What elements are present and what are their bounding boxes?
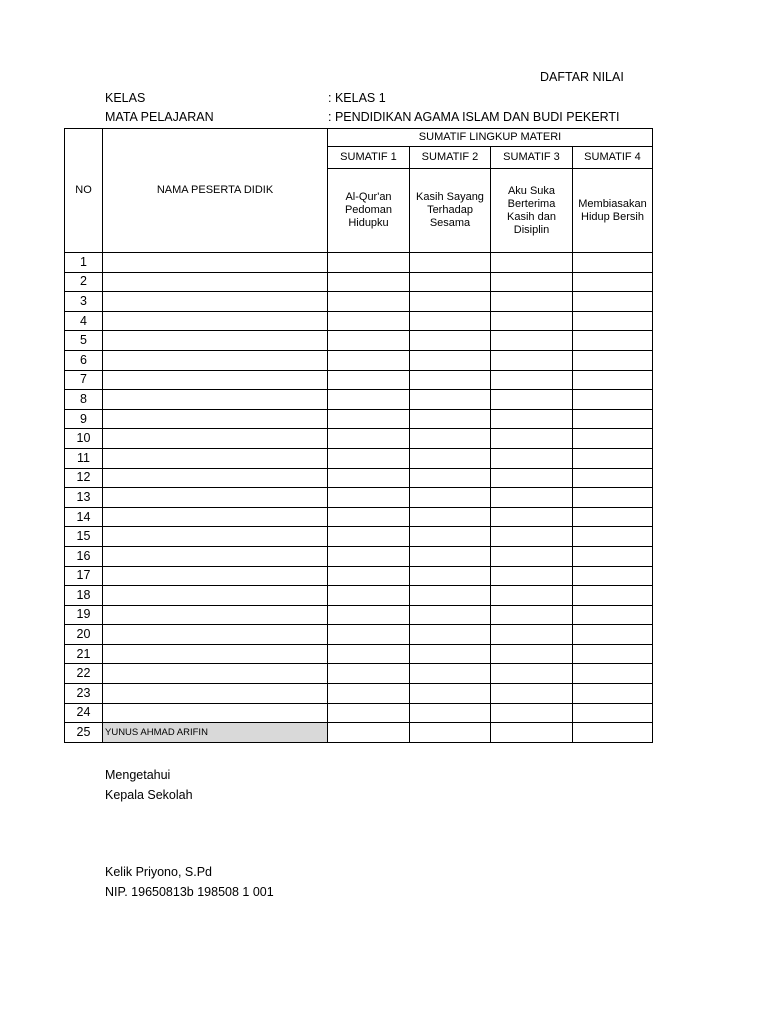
sumatif-3-score-cell[interactable] (491, 586, 573, 606)
student-name-cell[interactable] (103, 488, 328, 508)
sumatif-3-score-cell[interactable] (491, 566, 573, 586)
sumatif-1-score-cell[interactable] (328, 272, 410, 292)
sumatif-1-score-cell[interactable] (328, 253, 410, 273)
sumatif-1-score-cell[interactable] (328, 390, 410, 410)
sumatif-2-score-cell[interactable] (410, 292, 491, 312)
table-row (65, 507, 653, 527)
sumatif-2-score-cell[interactable] (410, 723, 491, 743)
row-number: 25 (65, 723, 103, 743)
sumatif-2-score-cell[interactable] (410, 664, 491, 684)
student-name-cell[interactable] (103, 566, 328, 586)
mata-pelajaran-value: : PENDIDIKAN AGAMA ISLAM DAN BUDI PEKERTI (328, 110, 620, 124)
sumatif-1-score-cell[interactable] (328, 546, 410, 566)
sumatif-2-score-cell[interactable] (410, 507, 491, 527)
table-row (65, 723, 653, 743)
sumatif-3-score-cell[interactable] (491, 507, 573, 527)
student-name-cell[interactable] (103, 468, 328, 488)
sumatif-3-score-cell[interactable] (491, 605, 573, 625)
table-row (65, 488, 653, 508)
sumatif-3-score-cell[interactable] (491, 370, 573, 390)
topic-line: Membiasakan (578, 197, 647, 210)
sumatif-1-score-cell[interactable] (328, 644, 410, 664)
sumatif-1-score-cell[interactable] (328, 429, 410, 449)
row-number: 12 (65, 468, 103, 488)
table-row (65, 527, 653, 547)
sumatif-1-score-cell[interactable] (328, 703, 410, 723)
sumatif-4-score-cell[interactable] (573, 605, 653, 625)
sumatif-3-score-cell[interactable] (491, 448, 573, 468)
row-number: 1 (65, 253, 103, 273)
sumatif-4-score-cell[interactable] (573, 429, 653, 449)
row-number: 8 (65, 390, 103, 410)
student-name-cell[interactable] (103, 370, 328, 390)
sumatif-3-score-cell[interactable] (491, 311, 573, 331)
student-name-cell[interactable] (103, 390, 328, 410)
sumatif-3-score-cell[interactable] (491, 272, 573, 292)
sumatif-2-score-cell[interactable] (410, 331, 491, 351)
sumatif-3-score-cell[interactable] (491, 409, 573, 429)
table-row (65, 311, 653, 331)
topic-line: Berterima (507, 197, 556, 210)
student-name-cell[interactable] (103, 350, 328, 370)
sumatif-2-score-cell[interactable] (410, 429, 491, 449)
row-number: 7 (65, 370, 103, 390)
student-name-cell[interactable] (103, 507, 328, 527)
sumatif-3-score-cell[interactable] (491, 664, 573, 684)
sumatif-4-score-cell[interactable] (573, 350, 653, 370)
sumatif-4-score-cell[interactable] (573, 723, 653, 743)
sumatif-1-score-cell[interactable] (328, 448, 410, 468)
sumatif-4-topic (573, 169, 653, 253)
row-number: 16 (65, 546, 103, 566)
row-number: 13 (65, 488, 103, 508)
sumatif-1-header: SUMATIF 1 (328, 147, 410, 169)
sumatif-4-score-cell[interactable] (573, 625, 653, 645)
table-row (65, 409, 653, 429)
student-name-cell[interactable] (103, 272, 328, 292)
sumatif-1-score-cell[interactable] (328, 468, 410, 488)
sumatif-2-score-cell[interactable] (410, 586, 491, 606)
sumatif-2-topic (410, 169, 491, 253)
row-number: 19 (65, 605, 103, 625)
sumatif-4-score-cell[interactable] (573, 684, 653, 704)
student-name-cell[interactable] (103, 409, 328, 429)
sumatif-2-score-cell[interactable] (410, 311, 491, 331)
signature-role: Kepala Sekolah (105, 788, 193, 802)
header-row-group (65, 129, 653, 147)
sumatif-4-score-cell[interactable] (573, 409, 653, 429)
sumatif-4-score-cell[interactable] (573, 586, 653, 606)
topic-line: Terhadap (427, 204, 473, 216)
sumatif-3-score-cell[interactable] (491, 703, 573, 723)
sumatif-3-score-cell[interactable] (491, 723, 573, 743)
student-name-cell[interactable] (103, 527, 328, 547)
sumatif-1-topic (328, 169, 410, 253)
sumatif-1-score-cell[interactable] (328, 586, 410, 606)
sumatif-3-score-cell[interactable] (491, 546, 573, 566)
sumatif-3-score-cell[interactable] (491, 527, 573, 547)
sumatif-2-score-cell[interactable] (410, 272, 491, 292)
student-name-cell[interactable] (103, 311, 328, 331)
sumatif-4-score-cell[interactable] (573, 253, 653, 273)
sumatif-4-score-cell[interactable] (573, 488, 653, 508)
sumatif-3-score-cell[interactable] (491, 625, 573, 645)
sumatif-1-score-cell[interactable] (328, 566, 410, 586)
sumatif-4-score-cell[interactable] (573, 468, 653, 488)
sumatif-2-score-cell[interactable] (410, 350, 491, 370)
sumatif-2-score-cell[interactable] (410, 409, 491, 429)
sumatif-4-score-cell[interactable] (573, 292, 653, 312)
sumatif-3-score-cell[interactable] (491, 331, 573, 351)
sumatif-2-score-cell[interactable] (410, 605, 491, 625)
student-name-cell[interactable] (103, 684, 328, 704)
sumatif-3-score-cell[interactable] (491, 390, 573, 410)
sumatif-2-score-cell[interactable] (410, 253, 491, 273)
row-number: 18 (65, 586, 103, 606)
table-row (65, 448, 653, 468)
table-row (65, 370, 653, 390)
sumatif-group-header: SUMATIF LINGKUP MATERI (328, 129, 653, 147)
row-number: 15 (65, 527, 103, 547)
sumatif-4-score-cell[interactable] (573, 370, 653, 390)
row-number: 24 (65, 703, 103, 723)
table-row (65, 429, 653, 449)
sumatif-3-score-cell[interactable] (491, 488, 573, 508)
sumatif-1-score-cell[interactable] (328, 409, 410, 429)
mata-pelajaran-label: MATA PELAJARAN (105, 110, 214, 124)
table-row (65, 292, 653, 312)
row-number: 22 (65, 664, 103, 684)
row-number: 23 (65, 684, 103, 704)
student-name-cell[interactable] (103, 292, 328, 312)
student-name-cell[interactable] (103, 331, 328, 351)
student-name-cell[interactable] (103, 546, 328, 566)
sumatif-1-score-cell[interactable] (328, 488, 410, 508)
table-row (65, 253, 653, 273)
sumatif-1-score-cell[interactable] (328, 292, 410, 312)
sumatif-1-score-cell[interactable] (328, 527, 410, 547)
table-row (65, 390, 653, 410)
sumatif-2-score-cell[interactable] (410, 468, 491, 488)
sumatif-2-score-cell[interactable] (410, 488, 491, 508)
student-name-cell[interactable] (103, 448, 328, 468)
sumatif-1-score-cell[interactable] (328, 331, 410, 351)
sumatif-4-score-cell[interactable] (573, 703, 653, 723)
table-row (65, 331, 653, 351)
row-number: 14 (65, 507, 103, 527)
student-name-cell[interactable] (103, 253, 328, 273)
student-name-cell[interactable] (103, 703, 328, 723)
sumatif-2-header: SUMATIF 2 (410, 147, 491, 169)
topic-line: Sesama (429, 217, 471, 229)
topic-line: Aku Suka (507, 184, 556, 197)
topic-line: Hidupku (348, 217, 389, 229)
sumatif-2-score-cell[interactable] (410, 370, 491, 390)
sumatif-2-score-cell[interactable] (410, 448, 491, 468)
student-name-cell[interactable] (103, 664, 328, 684)
kelas-value: : KELAS 1 (328, 91, 386, 105)
sumatif-1-score-cell[interactable] (328, 370, 410, 390)
table-row (65, 546, 653, 566)
student-name-cell[interactable] (103, 605, 328, 625)
topic-line: Kasih Sayang (416, 191, 484, 203)
row-number: 4 (65, 311, 103, 331)
row-number: 2 (65, 272, 103, 292)
sumatif-2-score-cell[interactable] (410, 566, 491, 586)
kelas-label: KELAS (105, 91, 146, 105)
row-number: 17 (65, 566, 103, 586)
signature-mengetahui: Mengetahui (105, 768, 171, 782)
no-column-header: NO (65, 129, 103, 253)
sumatif-4-score-cell[interactable] (573, 566, 653, 586)
sumatif-4-score-cell[interactable] (573, 644, 653, 664)
sumatif-4-score-cell[interactable] (573, 546, 653, 566)
sumatif-3-header: SUMATIF 3 (491, 147, 573, 169)
sumatif-4-score-cell[interactable] (573, 311, 653, 331)
sumatif-2-score-cell[interactable] (410, 390, 491, 410)
table-row (65, 605, 653, 625)
table-row (65, 703, 653, 723)
sumatif-3-score-cell[interactable] (491, 253, 573, 273)
row-number: 3 (65, 292, 103, 312)
sumatif-4-score-cell[interactable] (573, 272, 653, 292)
sumatif-1-score-cell[interactable] (328, 625, 410, 645)
sumatif-1-score-cell[interactable] (328, 350, 410, 370)
sumatif-4-score-cell[interactable] (573, 527, 653, 547)
sumatif-1-score-cell[interactable] (328, 664, 410, 684)
sumatif-1-score-cell[interactable] (328, 311, 410, 331)
table-row (65, 625, 653, 645)
topic-line: Hidup Bersih (581, 210, 644, 223)
sumatif-3-score-cell[interactable] (491, 292, 573, 312)
student-name-cell[interactable] (103, 586, 328, 606)
table-row (65, 272, 653, 292)
sumatif-3-score-cell[interactable] (491, 350, 573, 370)
document-title: DAFTAR NILAI (540, 70, 624, 84)
name-column-header: NAMA PESERTA DIDIK (103, 129, 328, 253)
topic-line: Pedoman (344, 204, 393, 216)
table-row (65, 644, 653, 664)
grades-table-body (65, 129, 653, 743)
sumatif-4-score-cell[interactable] (573, 331, 653, 351)
table-row (65, 664, 653, 684)
sumatif-3-score-cell[interactable] (491, 429, 573, 449)
row-number: 11 (65, 448, 103, 468)
sumatif-1-score-cell[interactable] (328, 723, 410, 743)
sumatif-4-header: SUMATIF 4 (573, 147, 653, 169)
table-row (65, 684, 653, 704)
row-number: 5 (65, 331, 103, 351)
sumatif-1-score-cell[interactable] (328, 605, 410, 625)
topic-line: Disiplin (513, 223, 550, 236)
row-number: 10 (65, 429, 103, 449)
signature-name: Kelik Priyono, S.Pd (105, 865, 212, 879)
student-name-cell[interactable] (103, 429, 328, 449)
sumatif-1-score-cell[interactable] (328, 684, 410, 704)
signature-nip: NIP. 19650813b 198508 1 001 (105, 885, 274, 899)
grades-table (64, 128, 653, 743)
sumatif-2-score-cell[interactable] (410, 703, 491, 723)
table-row (65, 468, 653, 488)
sumatif-2-score-cell[interactable] (410, 546, 491, 566)
row-number: 20 (65, 625, 103, 645)
student-name-cell[interactable] (103, 644, 328, 664)
table-row (65, 586, 653, 606)
table-row (65, 566, 653, 586)
sumatif-2-score-cell[interactable] (410, 527, 491, 547)
sumatif-3-score-cell[interactable] (491, 468, 573, 488)
table-row (65, 350, 653, 370)
sumatif-3-score-cell[interactable] (491, 684, 573, 704)
sumatif-4-score-cell[interactable] (573, 507, 653, 527)
row-number: 6 (65, 350, 103, 370)
sumatif-1-score-cell[interactable] (328, 507, 410, 527)
sumatif-2-score-cell[interactable] (410, 644, 491, 664)
row-number: 9 (65, 409, 103, 429)
row-number: 21 (65, 644, 103, 664)
sumatif-4-score-cell[interactable] (573, 664, 653, 684)
topic-line: Al-Qur'an (345, 191, 392, 203)
student-name-cell[interactable] (103, 625, 328, 645)
sumatif-3-topic (491, 169, 573, 253)
topic-line: Kasih dan (507, 210, 556, 223)
sumatif-2-score-cell[interactable] (410, 684, 491, 704)
student-name-cell[interactable]: YUNUS AHMAD ARIFIN (103, 723, 328, 743)
sumatif-2-score-cell[interactable] (410, 625, 491, 645)
sumatif-4-score-cell[interactable] (573, 390, 653, 410)
sumatif-3-score-cell[interactable] (491, 644, 573, 664)
sumatif-4-score-cell[interactable] (573, 448, 653, 468)
